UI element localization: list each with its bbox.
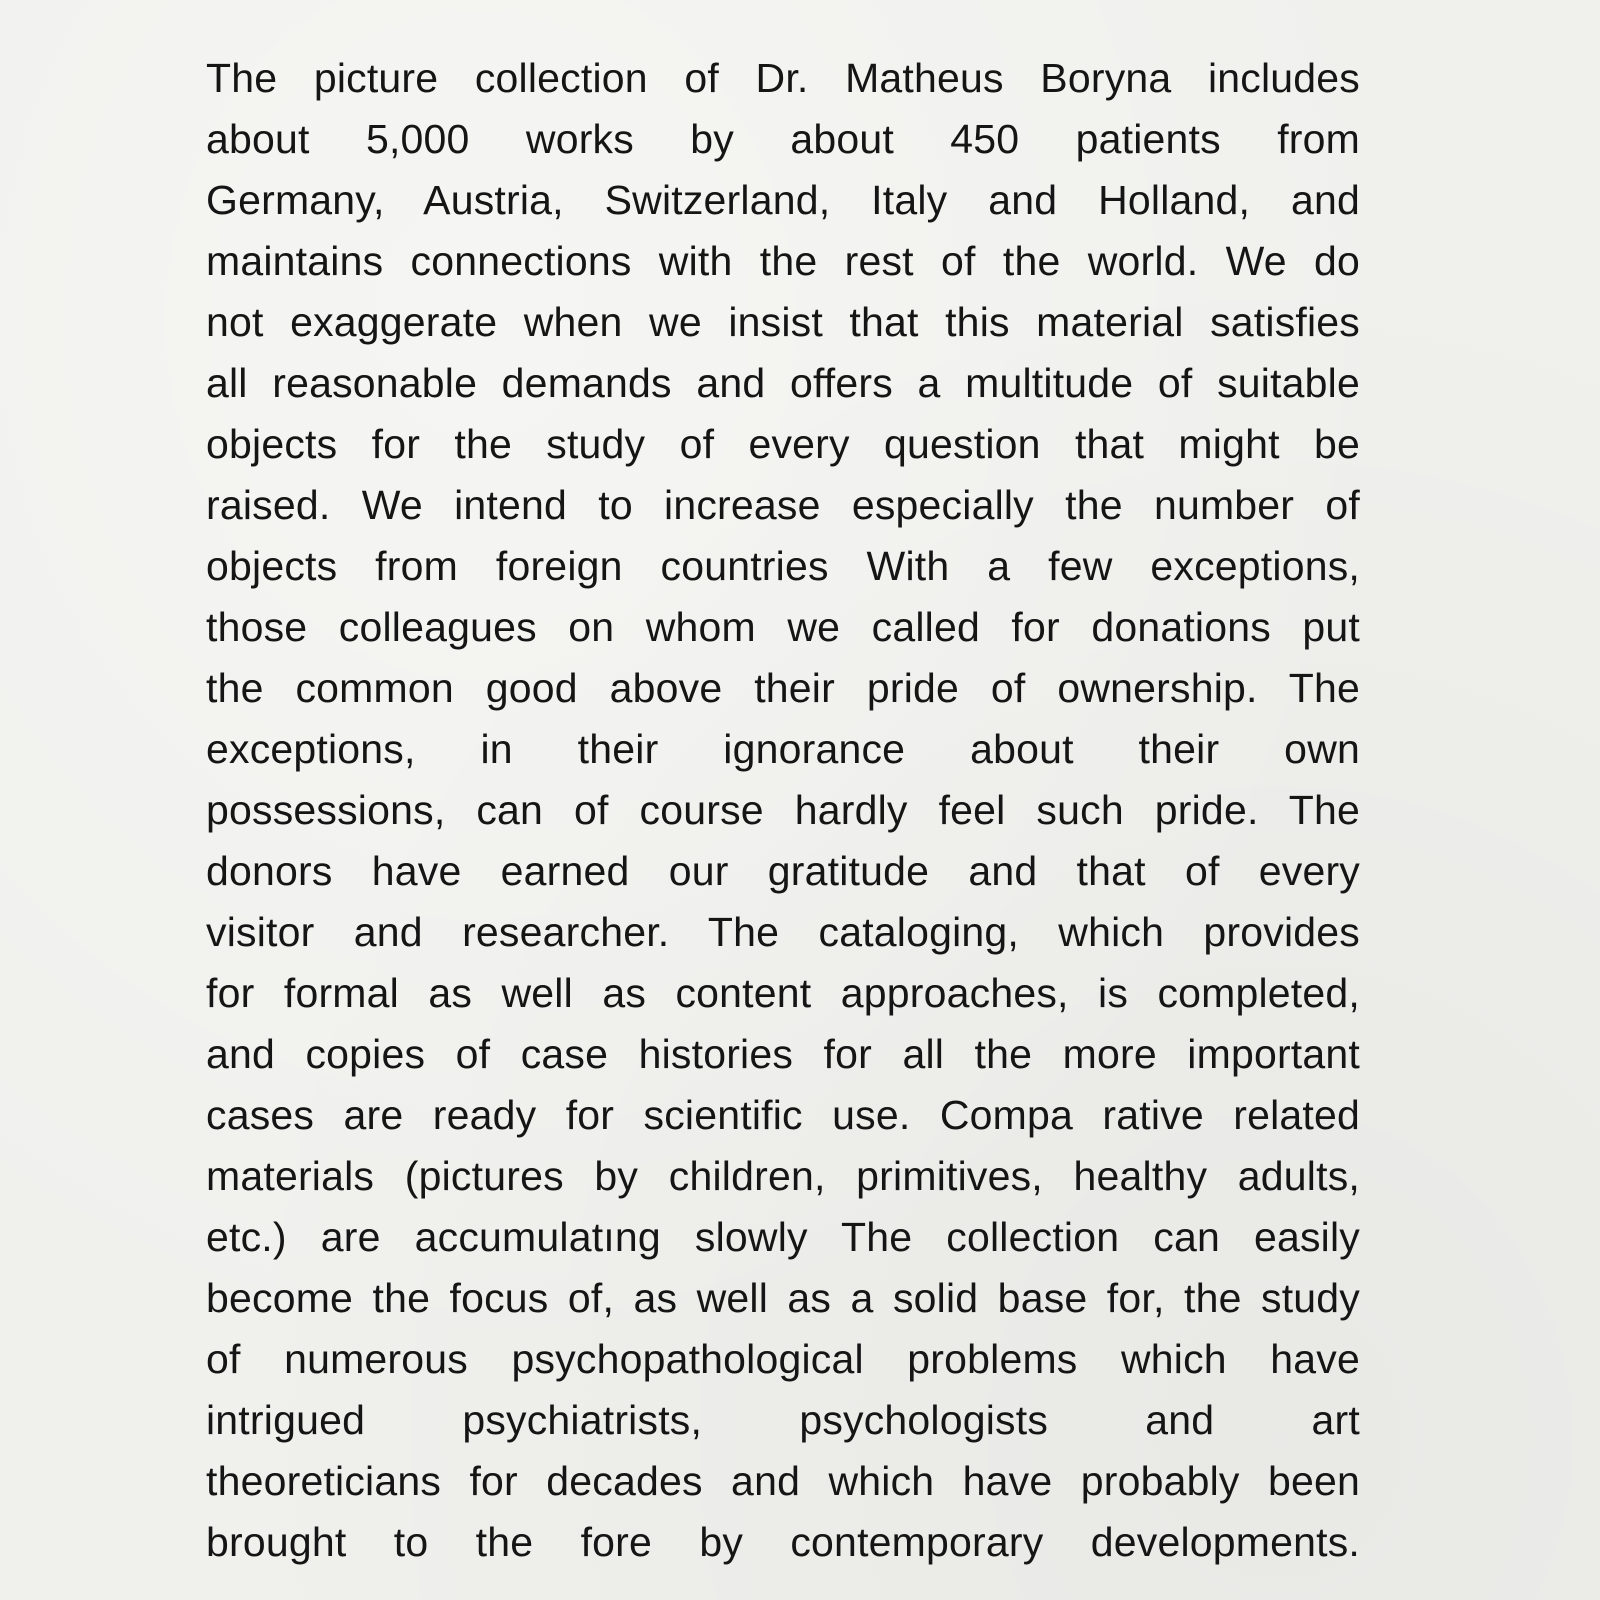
text-line: donors have earned our gratitude and that of every <box>206 848 1360 894</box>
text-line: etc.) are accumulatıng slowly The collection can easily <box>206 1214 1360 1260</box>
text-line: exceptions, in their ignorance about their own <box>206 726 1360 772</box>
text-line: materials (pictures by children, primitives, healthy adults, <box>206 1153 1360 1199</box>
text-line: those colleagues on whom we called for donations put <box>206 604 1360 650</box>
text-line: intrigued psychiatrists, psychologists and art <box>206 1397 1360 1443</box>
text-line: for formal as well as content approaches, is completed, <box>206 970 1360 1016</box>
text-line: brought to the fore by contemporary developments. <box>206 1519 1360 1565</box>
text-line: not exaggerate when we insist that this material satisfies <box>206 299 1360 345</box>
text-line: and copies of case histories for all the more important <box>206 1031 1360 1077</box>
text-line: visitor and researcher. The cataloging, which provides <box>206 909 1360 955</box>
text-line: raised. We intend to increase especially the number of <box>206 482 1360 528</box>
text-line: maintains connections with the rest of the world. We do <box>206 238 1360 284</box>
text-line: possessions, can of course hardly feel such pride. The <box>206 787 1360 833</box>
text-line: the common good above their pride of ownership. The <box>206 665 1360 711</box>
text-line: all reasonable demands and offers a multitude of suitable <box>206 360 1360 406</box>
text-line: objects from foreign countries With a few exceptions, <box>206 543 1360 589</box>
text-line: The picture collection of Dr. Matheus Boryna includes <box>206 55 1360 101</box>
text-line: theoreticians for decades and which have probably been <box>206 1458 1360 1504</box>
wall-text-paragraph <box>206 48 1360 1573</box>
text-line: about 5,000 works by about 450 patients from <box>206 116 1360 162</box>
text-line: cases are ready for scientific use. Compa rative related <box>206 1092 1360 1138</box>
text-line: objects for the study of every question that might be <box>206 421 1360 467</box>
text-line: of numerous psychopathological problems which have <box>206 1336 1360 1382</box>
text-line: become the focus of, as well as a solid base for, the study <box>206 1275 1360 1321</box>
text-line: Germany, Austria, Switzerland, Italy and Holland, and <box>206 177 1360 223</box>
